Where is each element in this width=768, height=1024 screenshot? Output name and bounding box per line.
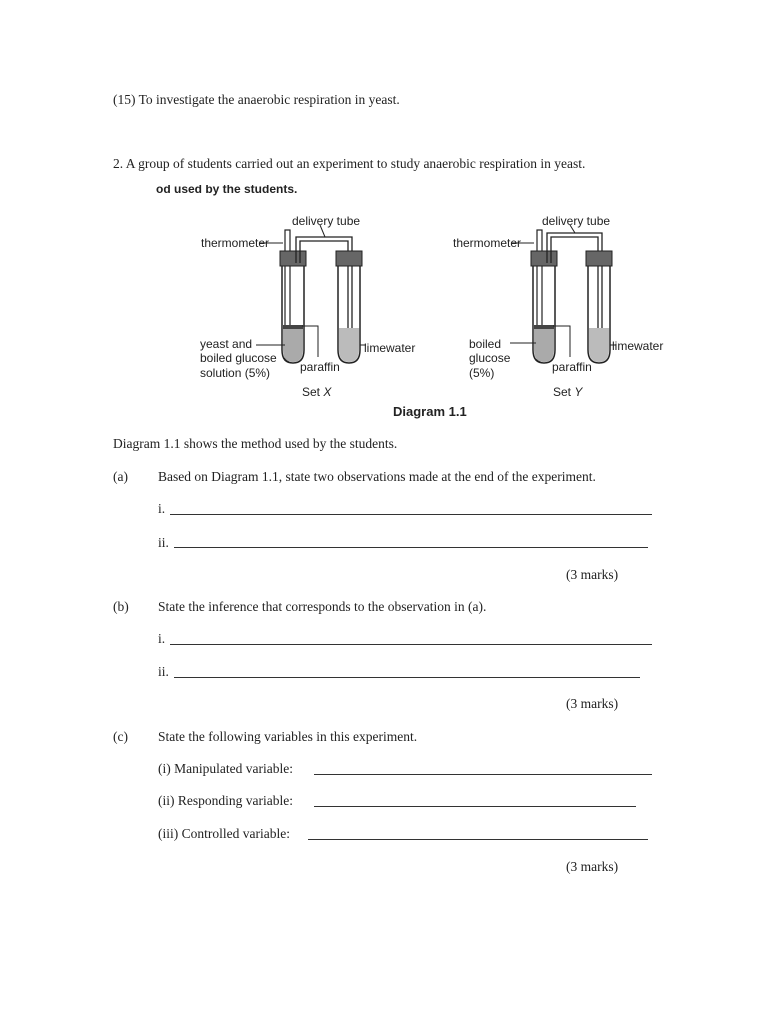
part-a-label: (a) (113, 469, 128, 484)
set-y-limewater-label: limewater (612, 339, 664, 353)
set-x-paraffin-layer-left (283, 325, 303, 329)
set-x-limewater-label: limewater (364, 341, 416, 355)
question-intro: 2. A group of students carried out an experiment to study anaerobic respiration in yeast. (113, 156, 586, 171)
part-c-question: State the following variables in this experiment. (158, 729, 418, 744)
set-x-apparatus (200, 214, 415, 399)
manipulated-variable-label: (i) Manipulated variable: (158, 761, 293, 776)
cut-off-text: od used by the students. (156, 185, 298, 196)
part-c-label: (c) (113, 729, 128, 744)
responding-variable-label: (ii) Responding variable: (158, 793, 293, 808)
part-b-label: (b) (113, 599, 129, 614)
set-y-limewater-liquid (589, 328, 609, 362)
controlled-variable-answer-line[interactable] (308, 839, 648, 840)
diagram-caption: Diagram 1.1 shows the method used by the students. (113, 436, 398, 451)
set-x-caption: Set X (302, 385, 332, 399)
manipulated-variable-answer-line[interactable] (314, 774, 652, 775)
set-x-thermometer-label: thermometer (201, 236, 270, 250)
set-x-stopper-right (336, 251, 362, 266)
set-y-glucose-liquid (534, 328, 554, 362)
set-x-limewater-liquid (339, 328, 359, 362)
apparatus-svg (150, 185, 710, 430)
question-heading: (15) To investigate the anaerobic respiration in yeast. (113, 92, 400, 107)
part-a-ii-label: ii. (158, 535, 169, 550)
set-y-paraffin-label: paraffin (552, 360, 592, 374)
part-a-i-label: i. (158, 501, 166, 516)
part-a-ii-answer-line[interactable] (174, 547, 648, 548)
part-a-marks: (3 marks) (566, 567, 619, 582)
set-x-paraffin-label: paraffin (300, 360, 340, 374)
set-x-yeast-label-1: yeast and (200, 337, 253, 351)
part-b-ii-label: ii. (158, 664, 169, 679)
controlled-variable-label: (iii) Controlled variable: (158, 826, 290, 841)
part-a-i-answer-line[interactable] (170, 514, 652, 515)
part-a-question: Based on Diagram 1.1, state two observations made at the end of the experiment. (158, 469, 596, 484)
set-y-glucose-label-3: (5%) (469, 366, 495, 380)
part-b-ii-answer-line[interactable] (174, 677, 640, 678)
set-y-paraffin-layer-left (534, 325, 554, 329)
responding-variable-answer-line[interactable] (314, 806, 636, 807)
part-b-question: State the inference that corresponds to the observation in (a). (158, 599, 487, 614)
apparatus-diagram (150, 185, 710, 430)
set-y-thermometer-label: thermometer (453, 236, 522, 250)
part-b-marks: (3 marks) (566, 696, 619, 711)
set-y-caption: Set Y (553, 385, 583, 399)
part-b-i-label: i. (158, 631, 166, 646)
set-x-yeast-liquid (283, 328, 303, 362)
set-x-yeast-label-3: solution (5%) (200, 366, 271, 380)
set-y-stopper-left (531, 251, 557, 266)
part-b-i-answer-line[interactable] (170, 644, 652, 645)
set-y-stopper-right (586, 251, 612, 266)
set-y-delivery-tube-label: delivery tube (542, 214, 611, 228)
set-y-apparatus (453, 214, 663, 399)
set-x-yeast-label-2: boiled glucose (200, 351, 277, 365)
part-c-marks: (3 marks) (566, 859, 619, 874)
set-x-stopper-left (280, 251, 306, 266)
set-y-glucose-label-1: boiled (469, 337, 502, 351)
diagram-title: Diagram 1.1 (393, 404, 467, 419)
set-x-delivery-tube-label: delivery tube (292, 214, 361, 228)
set-y-glucose-label-2: glucose (469, 351, 511, 365)
